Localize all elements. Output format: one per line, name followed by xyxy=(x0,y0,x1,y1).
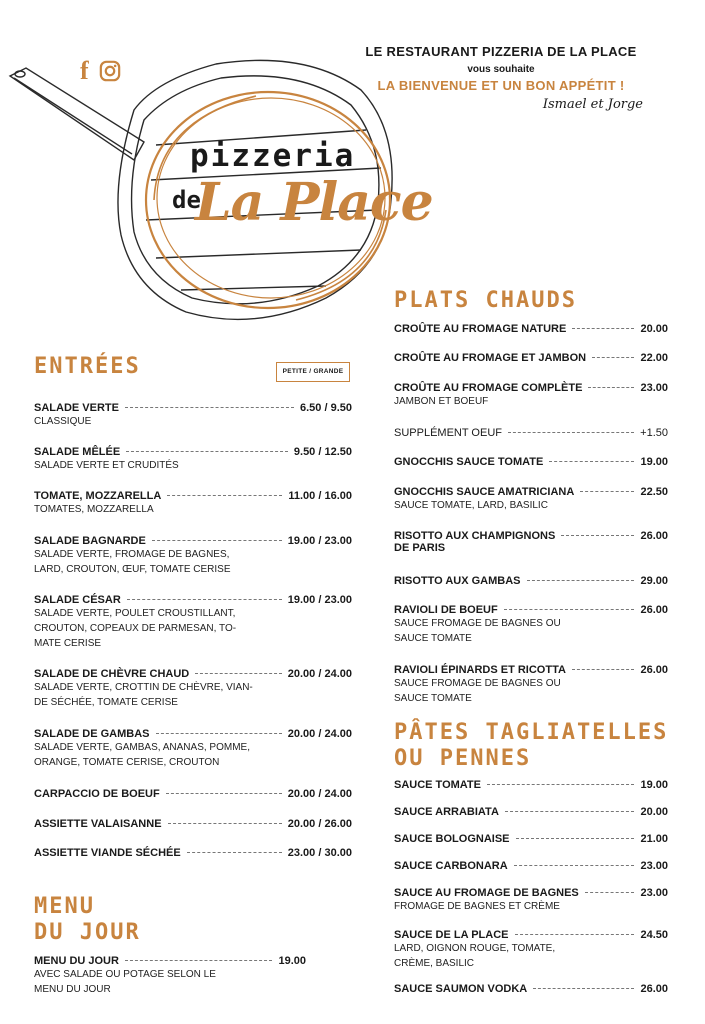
menu-item-description: SAUCE TOMATE, LARD, BASILIC xyxy=(394,500,548,511)
menu-item-name: CROÛTE AU FROMAGE NATURE xyxy=(394,323,567,335)
menu-item-name: RISOTTO AUX CHAMPIGNONS xyxy=(394,530,556,542)
menu-item-row xyxy=(394,779,668,791)
menu-item-price: 19.00 xyxy=(640,779,668,791)
menu-item-name: RAVIOLI DE BOEUF xyxy=(394,604,498,616)
menu-item-name: SALADE DE CHÈVRE CHAUD xyxy=(34,668,190,680)
menu-item-name: RISOTTO AUX GAMBAS xyxy=(394,575,521,587)
menu-item-name: SAUCE CARBONARA xyxy=(394,860,508,872)
menu-item-description: MATE CERISE xyxy=(34,638,102,649)
menu-item xyxy=(394,604,668,646)
dotted-leader xyxy=(549,461,634,462)
menu-item xyxy=(394,352,668,364)
menu-du-jour-title xyxy=(34,894,141,946)
menu-item-name: SAUCE BOLOGNAISE xyxy=(394,833,510,845)
menu-item-description: CROUTON, COPEAUX DE PARMESAN, TO- xyxy=(34,623,237,634)
menu-item-row xyxy=(34,668,352,680)
menu-item xyxy=(34,818,352,830)
menu-item-name: SAUCE TOMATE xyxy=(394,779,481,791)
menu-item-description: SALADE VERTE, FROMAGE DE BAGNES, xyxy=(34,549,230,560)
menu-item xyxy=(394,323,668,335)
menu-item-price: 20.00 / 24.00 xyxy=(287,728,352,740)
menu-item-name: SUPPLÉMENT OEUF xyxy=(394,427,502,439)
menu-item-row xyxy=(34,818,352,830)
menu-item-price: 19.00 / 23.00 xyxy=(287,535,352,547)
dotted-leader xyxy=(487,784,634,785)
dotted-leader xyxy=(126,451,288,452)
menu-item-row xyxy=(394,929,668,941)
dotted-leader xyxy=(166,793,282,794)
menu-item-description: SAUCE TOMATE xyxy=(394,693,472,704)
dotted-leader xyxy=(515,934,635,935)
menu-item-price: 11.00 / 16.00 xyxy=(288,490,352,502)
menu-item-name: SALADE VERTE xyxy=(34,402,119,414)
welcome-line-3: LA BIENVENUE ET UN BON APPÉTIT ! xyxy=(377,78,625,93)
menu-item-description: MENU DU JOUR xyxy=(34,984,111,995)
dotted-leader xyxy=(585,892,635,893)
menu-item xyxy=(394,779,668,791)
menu-item xyxy=(34,788,352,800)
menu-item-row xyxy=(394,530,668,542)
dotted-leader xyxy=(504,609,635,610)
menu-item-price: 23.00 / 30.00 xyxy=(287,847,352,859)
menu-item-description: SALADE VERTE, CROTTIN DE CHÈVRE, VIAN- xyxy=(34,682,253,693)
menu-item-name: GNOCCHIS SAUCE TOMATE xyxy=(394,456,544,468)
menu-item-row xyxy=(34,594,352,606)
menu-item xyxy=(394,833,668,845)
dotted-leader xyxy=(533,988,634,989)
dotted-leader xyxy=(592,357,634,358)
menu-item-name: ASSIETTE VALAISANNE xyxy=(34,818,162,830)
menu-item-price: 26.00 xyxy=(640,664,668,676)
menu-item-row xyxy=(394,427,668,439)
menu-item-price: 6.50 / 9.50 xyxy=(300,402,352,414)
menu-item-price: 26.00 xyxy=(640,530,668,542)
menu-item-name: TOMATE, MOZZARELLA xyxy=(34,490,162,502)
dotted-leader xyxy=(580,491,634,492)
menu-item-name: SALADE DE GAMBAS xyxy=(34,728,150,740)
pates-title xyxy=(394,720,668,772)
menu-item-name: SAUCE AU FROMAGE DE BAGNES xyxy=(394,887,579,899)
menu-item-row xyxy=(394,352,668,364)
menu-item-row xyxy=(394,806,668,818)
menu-item-price: 20.00 xyxy=(640,806,668,818)
pates-title-line-1: PÂTES TAGLIATELLES xyxy=(394,720,669,745)
menu-item-price: 20.00 / 24.00 xyxy=(287,788,352,800)
menu-item-price: 20.00 / 26.00 xyxy=(287,818,352,830)
menu-item-description: SAUCE FROMAGE DE BAGNES OU xyxy=(394,678,561,689)
menu-item-name: SAUCE ARRABIATA xyxy=(394,806,499,818)
menu-item-row xyxy=(394,983,668,995)
menu-item-name: RAVIOLI ÉPINARDS ET RICOTTA xyxy=(394,664,566,676)
menu-item-price: 9.50 / 12.50 xyxy=(293,446,352,458)
menu-item-row xyxy=(394,833,668,845)
menu-item-name-line-2: DE PARIS xyxy=(394,542,446,554)
menu-item xyxy=(34,594,352,651)
menu-item-description: TOMATES, MOZZARELLA xyxy=(34,504,154,515)
menu-du-jour-title-line-2: DU JOUR xyxy=(34,920,141,945)
dotted-leader xyxy=(127,599,282,600)
menu-item xyxy=(394,983,668,995)
dotted-leader xyxy=(167,495,282,496)
menu-item-row xyxy=(34,728,352,740)
menu-item-price: +1.50 xyxy=(640,427,668,439)
dotted-leader xyxy=(514,865,635,866)
menu-item-price: 23.00 xyxy=(640,860,668,872)
menu-item-name: SAUCE DE LA PLACE xyxy=(394,929,509,941)
menu-item xyxy=(34,490,352,517)
menu-item-row xyxy=(394,486,668,498)
menu-item xyxy=(394,575,668,587)
menu-item-description: SALADE VERTE ET CRUDITÉS xyxy=(34,460,179,471)
menu-item-name: SALADE BAGNARDE xyxy=(34,535,146,547)
menu-item-name: MENU DU JOUR xyxy=(34,955,119,967)
menu-item-row xyxy=(34,446,352,458)
menu-item-description: SAUCE FROMAGE DE BAGNES OU xyxy=(394,618,561,629)
menu-item-row xyxy=(394,860,668,872)
menu-item-description: SALADE VERTE, GAMBAS, ANANAS, POMME, xyxy=(34,742,250,753)
menu-item-description: LARD, CROUTON, ŒUF, TOMATE CERISE xyxy=(34,564,231,575)
menu-item xyxy=(34,535,352,577)
menu-item-description: AVEC SALADE OU POTAGE SELON LE xyxy=(34,969,216,980)
menu-item-price: 26.00 xyxy=(640,983,668,995)
menu-item-row xyxy=(394,664,668,676)
menu-item-name: CROÛTE AU FROMAGE ET JAMBON xyxy=(394,352,587,364)
menu-item-price: 26.00 xyxy=(640,604,668,616)
menu-item-description: CLASSIQUE xyxy=(34,416,92,427)
menu-item-price: 20.00 / 24.00 xyxy=(287,668,352,680)
welcome-message xyxy=(341,44,661,112)
menu-item xyxy=(394,664,668,706)
logo-title: pizzeria xyxy=(190,138,356,174)
dotted-leader xyxy=(561,535,634,536)
menu-item-row xyxy=(34,535,352,547)
dotted-leader xyxy=(187,852,282,853)
menu-item-name: ASSIETTE VIANDE SÉCHÉE xyxy=(34,847,181,859)
menu-item-name: SAUCE SAUMON VODKA xyxy=(394,983,528,995)
menu-item-name: SALADE CÉSAR xyxy=(34,594,121,606)
menu-item xyxy=(34,728,352,770)
menu-item-row xyxy=(34,955,306,967)
menu-item xyxy=(34,446,352,473)
menu-item-row xyxy=(394,604,668,616)
menu-item-price: 23.00 xyxy=(640,382,668,394)
menu-item-description: SAUCE TOMATE xyxy=(394,633,472,644)
logo-script: La Place xyxy=(195,172,433,233)
menu-item-row xyxy=(34,402,352,414)
dotted-leader xyxy=(527,580,635,581)
dotted-leader xyxy=(195,673,282,674)
menu-item-price: 22.00 xyxy=(640,352,668,364)
menu-item-description: JAMBON ET BOEUF xyxy=(394,396,489,407)
menu-du-jour-title-line-1: MENU xyxy=(34,894,95,919)
menu-item-description: FROMAGE DE BAGNES ET CRÈME xyxy=(394,901,560,912)
menu-item-row xyxy=(34,788,352,800)
menu-item xyxy=(394,456,668,468)
dotted-leader xyxy=(156,733,282,734)
dotted-leader xyxy=(125,407,294,408)
dotted-leader xyxy=(572,328,634,329)
dotted-leader xyxy=(508,432,634,433)
menu-item xyxy=(394,427,668,439)
menu-item-price: 22.50 xyxy=(640,486,668,498)
menu-item-name: GNOCCHIS SAUCE AMATRICIANA xyxy=(394,486,575,498)
menu-item xyxy=(34,402,352,429)
menu-item xyxy=(394,806,668,818)
menu-item-row xyxy=(34,490,352,502)
menu-item-description: ORANGE, TOMATE CERISE, CROUTON xyxy=(34,757,220,768)
menu-item-row xyxy=(34,847,352,859)
menu-item-price: 29.00 xyxy=(640,575,668,587)
menu-item xyxy=(394,929,668,971)
dotted-leader xyxy=(588,387,634,388)
menu-item-name: CARPACCIO DE BOEUF xyxy=(34,788,160,800)
dotted-leader xyxy=(152,540,282,541)
menu-item-row xyxy=(394,382,668,394)
dotted-leader xyxy=(168,823,282,824)
menu-item-price: 23.00 xyxy=(640,887,668,899)
menu-item-price: 19.00 / 23.00 xyxy=(287,594,352,606)
dotted-leader xyxy=(572,669,635,670)
menu-item xyxy=(394,530,668,554)
menu-item xyxy=(34,847,352,859)
menu-item-name: CROÛTE AU FROMAGE COMPLÈTE xyxy=(394,382,583,394)
dotted-leader xyxy=(516,838,635,839)
menu-item xyxy=(394,486,668,513)
plats-chauds-title: PLATS CHAUDS xyxy=(394,288,577,313)
menu-item-price: 20.00 xyxy=(640,323,668,335)
menu-item-description: CRÈME, BASILIC xyxy=(394,958,475,969)
facebook-icon[interactable]: f xyxy=(80,56,89,85)
size-badge: PETITE / GRANDE xyxy=(276,362,350,382)
menu-item-price: 24.50 xyxy=(640,929,668,941)
menu-item xyxy=(34,955,306,997)
menu-item-description: SALADE VERTE, POULET CROUSTILLANT, xyxy=(34,608,236,619)
pates-title-line-2: OU PENNES xyxy=(394,746,532,771)
dotted-leader xyxy=(505,811,635,812)
entrees-title: ENTRÉES xyxy=(34,354,141,379)
menu-item-price: 21.00 xyxy=(640,833,668,845)
dotted-leader xyxy=(125,960,273,961)
menu-item xyxy=(394,382,668,409)
menu-item xyxy=(394,860,668,872)
welcome-line-2: vous souhaite xyxy=(467,64,535,75)
menu-item-price: 19.00 xyxy=(640,456,668,468)
menu-item-row xyxy=(394,575,668,587)
welcome-signature: Ismael et Jorge xyxy=(542,97,643,112)
menu-item-price: 19.00 xyxy=(278,955,306,967)
menu-item-row xyxy=(394,887,668,899)
menu-item-row xyxy=(394,456,668,468)
menu-item-name: SALADE MÊLÉE xyxy=(34,446,121,458)
menu-item-description: DE SÉCHÉE, TOMATE CERISE xyxy=(34,697,178,708)
menu-item-description: LARD, OIGNON ROUGE, TOMATE, xyxy=(394,943,556,954)
menu-item xyxy=(394,887,668,914)
menu-item xyxy=(34,668,352,710)
logo-prefix: de xyxy=(172,186,201,214)
welcome-line-1: LE RESTAURANT PIZZERIA DE LA PLACE xyxy=(365,44,637,59)
menu-item-row xyxy=(394,323,668,335)
